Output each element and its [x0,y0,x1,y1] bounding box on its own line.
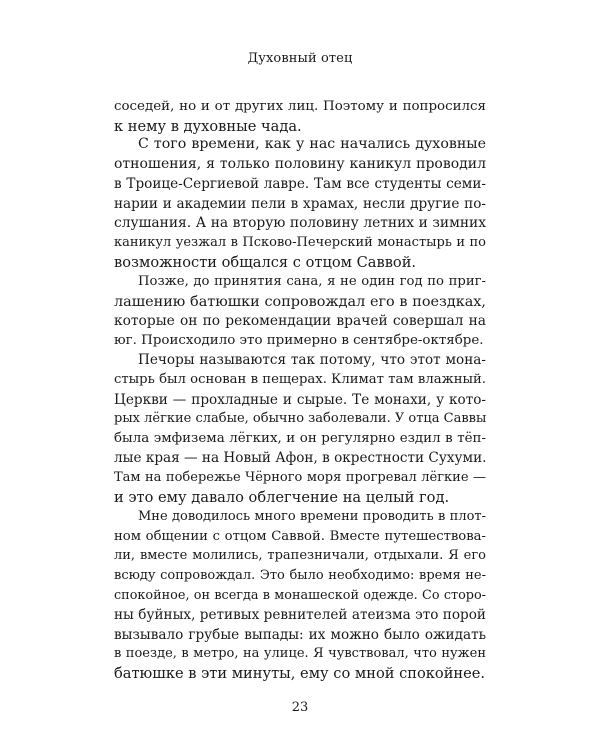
text-line: рых лёгкие слабые, обычно заболевали. У отца Саввы [114,411,487,426]
text-line: стырь был основан в пещерах. Климат там влажный. [114,372,486,387]
text-line: юг. Происходило это примерно в сентябре-октябре. [114,333,484,348]
text-line: отношения, я только половину каникул проводил [114,156,486,172]
text-line: и это ему давало облегчение на целый год. [114,489,450,506]
text-line: в Троице-Сергиевой лавре. Там все студенты семи- [114,176,486,192]
text-line: была эмфизема лёгких, и он регулярно ездил в тёп- [114,431,486,446]
text-line: ли, вместе молились, трапезничали, отдыхали. Я его [114,548,486,563]
text-line: С того времени, как у нас начались духовные [138,136,486,152]
text-line: каникул уезжал в Псково-Печерский монастырь и по [114,235,486,250]
text-line: возможности общался с отцом Саввой. [114,254,417,271]
text-line: спокойное, он всегда в монашеской одежде. Со сторо- [114,588,486,603]
text-line: Церкви — прохладные и сырые. Те монахи, у кото- [114,392,486,408]
text-line: батюшке в эти минуты, ему со мной спокойнее. [114,665,486,682]
text-line: соседей, но и от других лиц. Поэтому и попросился [114,99,486,114]
text-line: слушания. А на вторую половину летних и зимних [114,215,486,231]
text-line: нарии и академии пели в храмах, несли другие по- [114,196,486,212]
text-line: Позже, до принятия сана, я не один год по приг- [138,274,486,289]
text-line: лашению батюшки сопровождал его в поездках, [114,294,486,310]
running-head: Духовный отец [247,51,353,66]
text-line: Печоры называются так потому, что этот мона- [138,352,486,368]
text-line: к нему в духовные чада. [114,118,302,135]
page-number: 23 [291,700,309,715]
text-line: всюду сопровождал. Это было необходимо: время не- [114,568,486,583]
text-line: в поезде, в метро, на улице. Я чувствовал, что нужен [114,646,486,661]
text-line: ном общении с отцом Саввой. Вместе путешествова- [114,529,486,544]
text-line: Мне доводилось много времени проводить в плот- [138,509,486,524]
text-line: ны буйных, ретивых ревнителей атеизма это порой [114,607,486,623]
text-line: которые он по рекомендации врачей совершал на [114,313,486,329]
text-line: лые края — на Новый Афон, в окрестности Сухуми. [114,450,487,466]
text-line: Там на побережье Чёрного моря прогревал лёгкие — [114,470,486,485]
text-line: вызывало грубые выпады: их можно было ожидать [114,627,486,643]
